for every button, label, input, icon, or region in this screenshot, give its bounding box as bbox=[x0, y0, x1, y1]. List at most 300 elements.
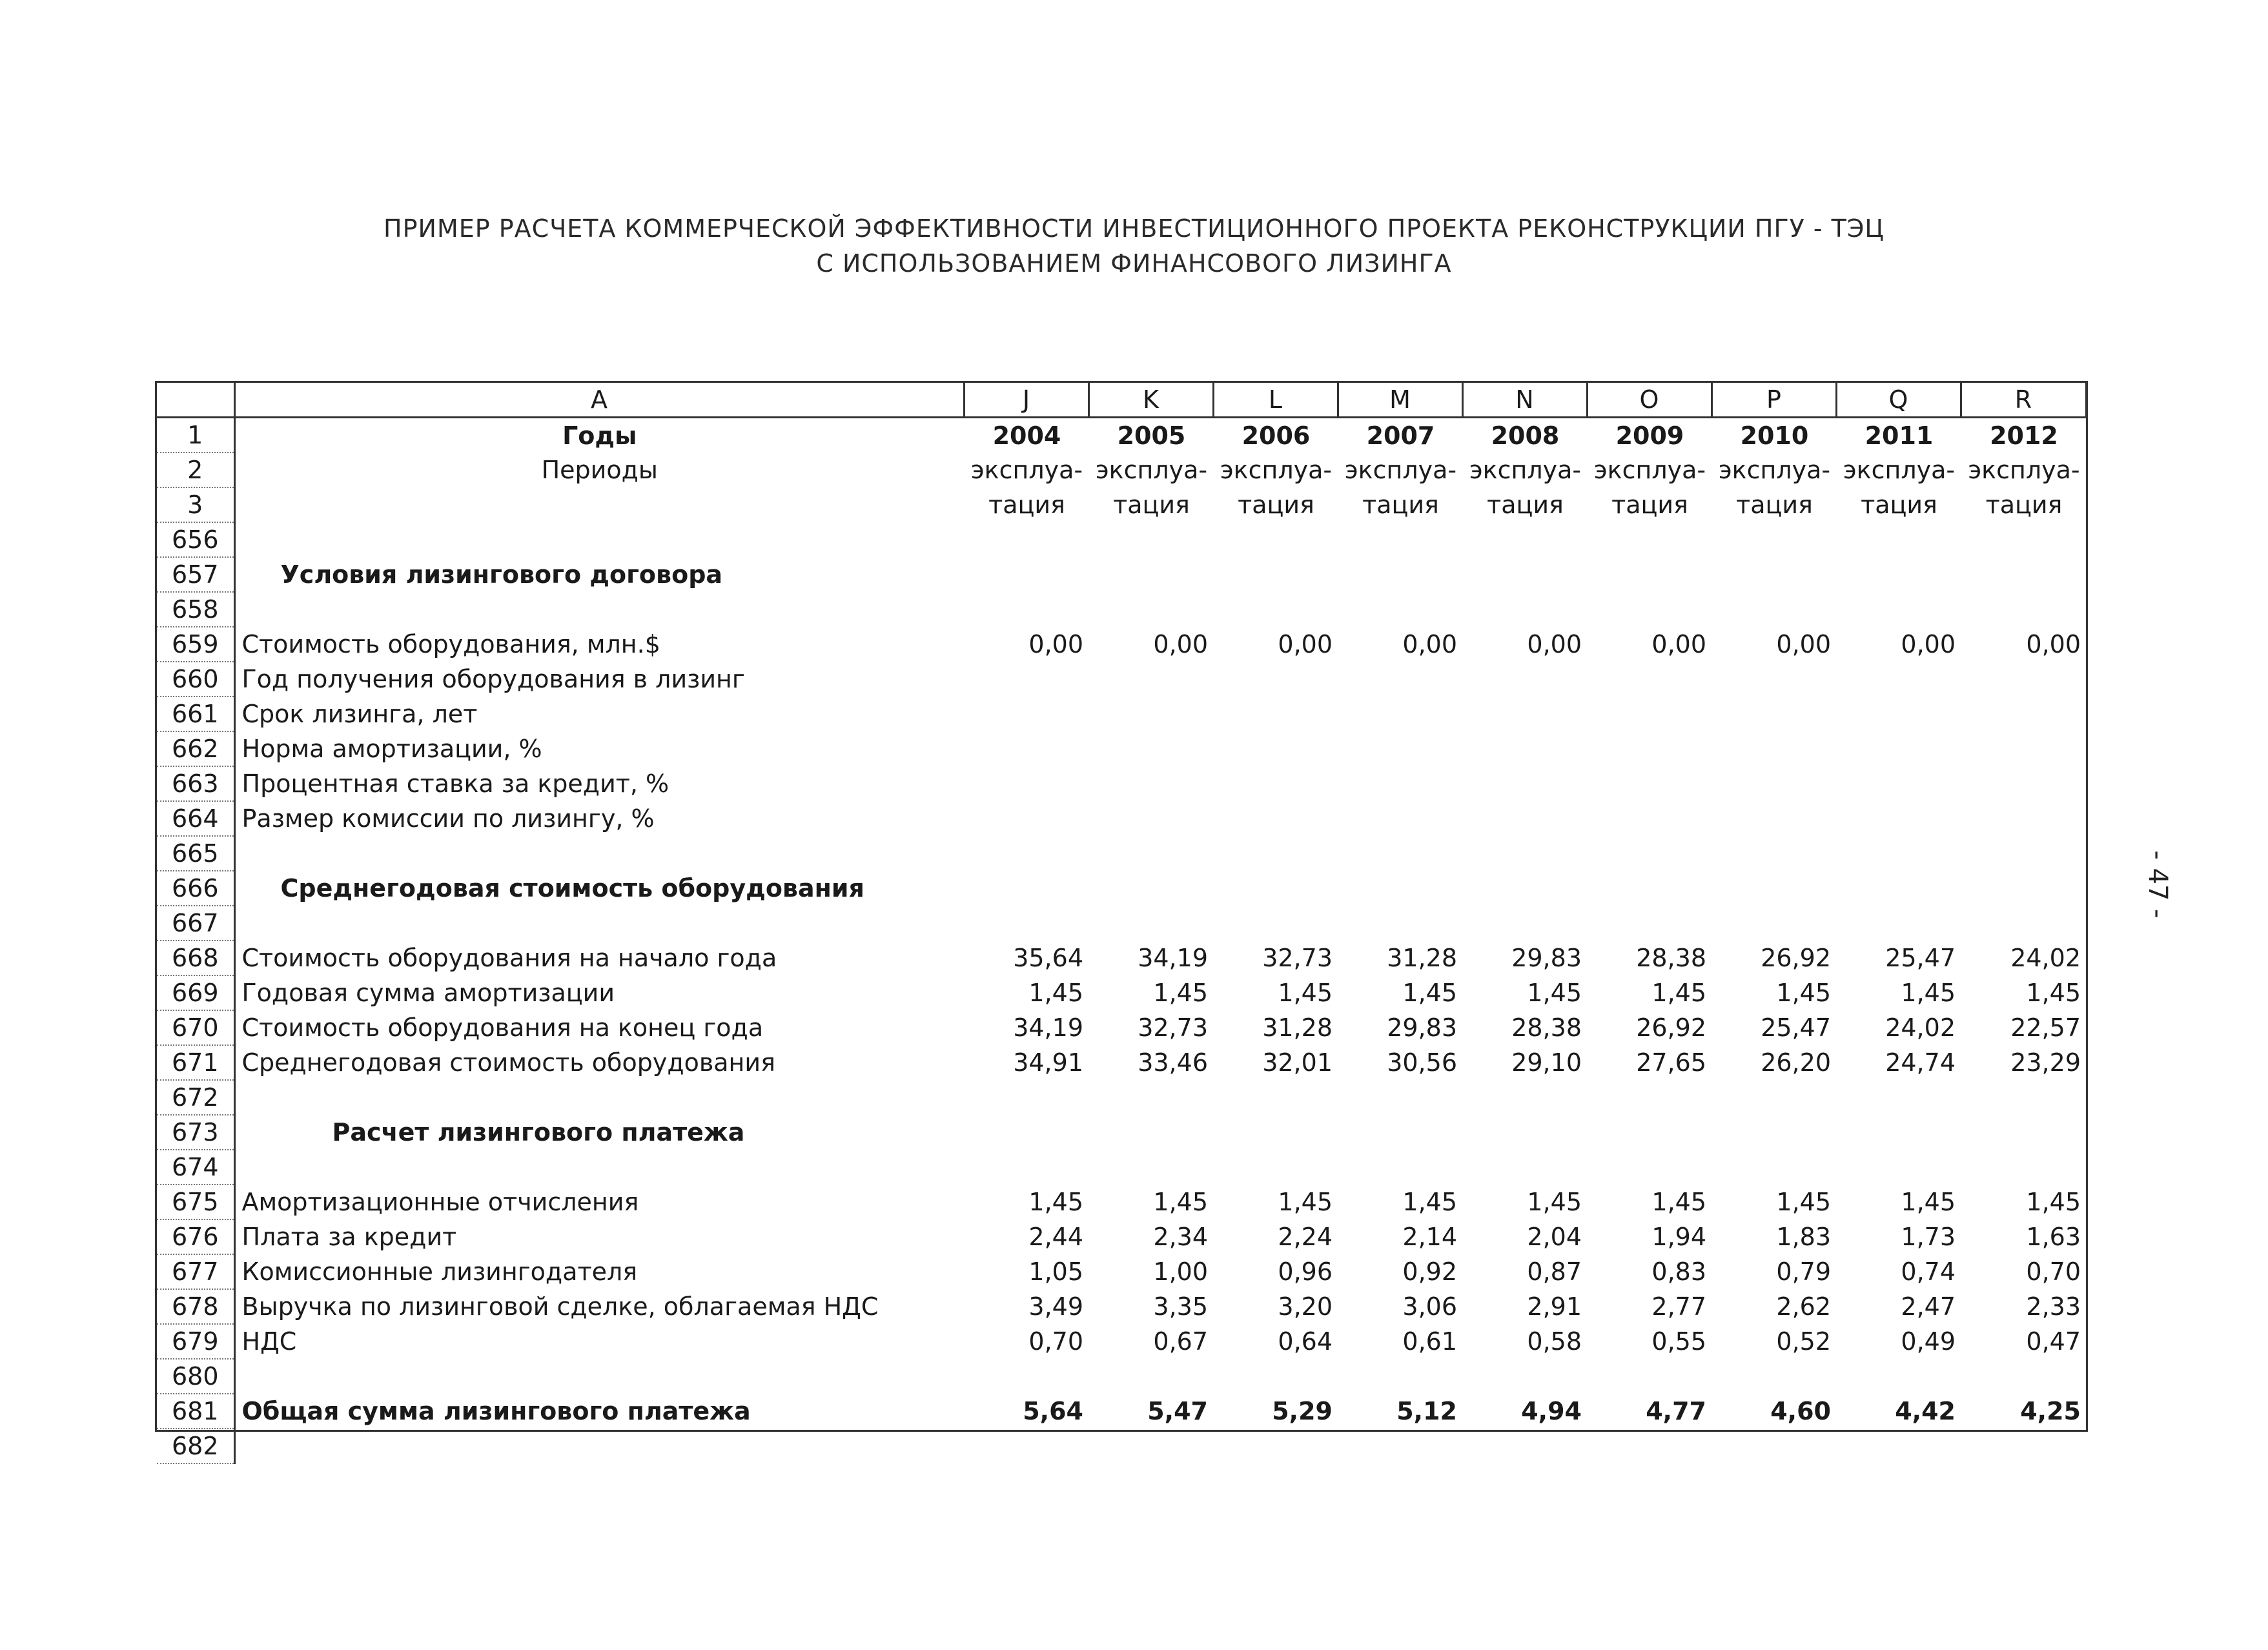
value-cell bbox=[1088, 871, 1213, 906]
value-cell bbox=[1088, 557, 1213, 592]
value-cell: 0,55 bbox=[1651, 1327, 1706, 1356]
value-cell: 0,70 bbox=[2026, 1258, 2081, 1286]
value-cell bbox=[1711, 557, 1836, 592]
value-cell: 24,02 bbox=[1885, 1013, 1956, 1042]
value-cell: 0,74 bbox=[1901, 1258, 1956, 1286]
value-cell bbox=[1338, 836, 1462, 871]
year-cell: 2008 bbox=[1491, 421, 1560, 450]
value-cell: 34,19 bbox=[1013, 1013, 1083, 1042]
period-cell: эксплуа- bbox=[1968, 456, 2080, 484]
value-cell: 32,73 bbox=[1262, 944, 1333, 972]
table-row bbox=[157, 906, 2086, 941]
value-cell: 0,00 bbox=[1901, 630, 1956, 658]
row-number[interactable]: 665 bbox=[157, 836, 234, 871]
value-cell bbox=[964, 906, 1088, 941]
value-cell bbox=[1338, 731, 1462, 766]
value-cell: 3,20 bbox=[1278, 1292, 1333, 1321]
table-row bbox=[157, 766, 2086, 801]
value-cell bbox=[964, 801, 1088, 836]
value-cell: 1,45 bbox=[1278, 1188, 1333, 1216]
column-header-l[interactable]: L bbox=[1213, 383, 1338, 418]
value-cell bbox=[1836, 906, 1961, 941]
value-cell bbox=[1587, 801, 1711, 836]
value-cell bbox=[1213, 1115, 1338, 1150]
row-label bbox=[234, 592, 964, 627]
value-cell bbox=[1462, 731, 1587, 766]
value-cell: 4,77 bbox=[1646, 1397, 1706, 1425]
row-number[interactable]: 660 bbox=[157, 662, 234, 697]
value-cell: 1,45 bbox=[1402, 979, 1457, 1007]
row-number[interactable]: 678 bbox=[157, 1289, 234, 1324]
value-cell bbox=[1462, 1080, 1587, 1115]
value-cell: 24,74 bbox=[1885, 1048, 1956, 1077]
value-cell bbox=[1338, 1359, 1462, 1394]
row-label: Норма амортизации, % bbox=[241, 735, 542, 763]
value-cell bbox=[1088, 592, 1213, 627]
value-cell bbox=[1961, 801, 2086, 836]
value-cell: 1,45 bbox=[1651, 979, 1706, 1007]
value-cell: 0,00 bbox=[2026, 630, 2081, 658]
value-cell bbox=[1961, 766, 2086, 801]
value-cell bbox=[1711, 1359, 1836, 1394]
value-cell bbox=[1587, 766, 1711, 801]
column-header-row bbox=[157, 383, 2086, 418]
value-cell bbox=[1711, 1150, 1836, 1185]
value-cell: 2,33 bbox=[2026, 1292, 2081, 1321]
value-cell: 32,01 bbox=[1262, 1048, 1333, 1077]
value-cell bbox=[1462, 522, 1587, 557]
value-cell: 2,34 bbox=[1153, 1223, 1208, 1251]
value-cell: 1,45 bbox=[2026, 1188, 2081, 1216]
value-cell bbox=[1836, 836, 1961, 871]
spreadsheet bbox=[155, 381, 2088, 1460]
table-row bbox=[157, 836, 2086, 871]
value-cell bbox=[1961, 1115, 2086, 1150]
value-cell: 0,52 bbox=[1776, 1327, 1831, 1356]
year-cell: 2006 bbox=[1241, 421, 1311, 450]
value-cell: 2,14 bbox=[1402, 1223, 1457, 1251]
value-cell: 3,49 bbox=[1028, 1292, 1083, 1321]
row-number[interactable]: 682 bbox=[157, 1429, 234, 1463]
period-cell: тация bbox=[1238, 491, 1314, 519]
value-cell bbox=[1836, 522, 1961, 557]
value-cell bbox=[964, 836, 1088, 871]
value-cell bbox=[1462, 906, 1587, 941]
row-number[interactable]: 673 bbox=[157, 1115, 234, 1150]
row-number[interactable]: 3 bbox=[157, 487, 234, 522]
table-row bbox=[157, 1254, 2086, 1289]
value-cell bbox=[1462, 1115, 1587, 1150]
value-cell: 0,00 bbox=[1153, 630, 1208, 658]
year-cell: 2007 bbox=[1366, 421, 1435, 450]
value-cell: 0,00 bbox=[1028, 630, 1083, 658]
value-cell bbox=[1587, 906, 1711, 941]
value-cell bbox=[1338, 871, 1462, 906]
value-cell: 1,45 bbox=[1278, 979, 1333, 1007]
value-cell bbox=[1836, 801, 1961, 836]
value-cell bbox=[1088, 1359, 1213, 1394]
value-cell: 1,45 bbox=[1153, 979, 1208, 1007]
value-cell: 4,94 bbox=[1521, 1397, 1582, 1425]
table-row bbox=[157, 1115, 2086, 1150]
value-cell bbox=[1587, 836, 1711, 871]
row-label: Стоимость оборудования на начало года bbox=[241, 944, 777, 972]
row-label: Общая сумма лизингового платежа bbox=[241, 1397, 751, 1425]
row-label bbox=[234, 522, 964, 557]
value-cell: 0,70 bbox=[1028, 1327, 1083, 1356]
value-cell: 0,00 bbox=[1651, 630, 1706, 658]
value-cell bbox=[1088, 522, 1213, 557]
value-cell bbox=[1711, 1115, 1836, 1150]
period-cell: тация bbox=[1861, 491, 1937, 519]
period-cell: эксплуа- bbox=[1344, 456, 1457, 484]
value-cell: 28,38 bbox=[1636, 944, 1706, 972]
value-cell bbox=[1961, 731, 2086, 766]
value-cell bbox=[1587, 1150, 1711, 1185]
value-cell: 0,49 bbox=[1901, 1327, 1956, 1356]
value-cell: 26,92 bbox=[1636, 1013, 1706, 1042]
table-row bbox=[157, 522, 2086, 557]
value-cell: 3,06 bbox=[1402, 1292, 1457, 1321]
value-cell bbox=[1338, 557, 1462, 592]
value-cell bbox=[1213, 1150, 1338, 1185]
value-cell bbox=[1961, 592, 2086, 627]
value-cell: 34,91 bbox=[1013, 1048, 1083, 1077]
value-cell bbox=[1961, 662, 2086, 697]
value-cell: 1,45 bbox=[1651, 1188, 1706, 1216]
value-cell: 2,24 bbox=[1278, 1223, 1333, 1251]
row-number[interactable]: 670 bbox=[157, 1010, 234, 1045]
value-cell bbox=[1961, 1429, 2086, 1463]
row-number[interactable]: 676 bbox=[157, 1219, 234, 1254]
value-cell: 2,77 bbox=[1651, 1292, 1706, 1321]
value-cell bbox=[1836, 766, 1961, 801]
row-label: Год получения оборудования в лизинг bbox=[241, 665, 745, 693]
value-cell: 1,45 bbox=[1402, 1188, 1457, 1216]
row-label: НДС bbox=[241, 1327, 297, 1356]
column-header-m[interactable]: M bbox=[1338, 383, 1462, 418]
column-header-k[interactable]: K bbox=[1088, 383, 1213, 418]
value-cell bbox=[1836, 1150, 1961, 1185]
value-cell bbox=[1213, 766, 1338, 801]
value-cell bbox=[1961, 557, 2086, 592]
value-cell bbox=[1462, 1359, 1587, 1394]
value-cell bbox=[1338, 1150, 1462, 1185]
column-header-p[interactable]: P bbox=[1711, 383, 1836, 418]
row-number[interactable]: 658 bbox=[157, 592, 234, 627]
value-cell bbox=[1587, 592, 1711, 627]
value-cell bbox=[1587, 871, 1711, 906]
period-cell: тация bbox=[988, 491, 1065, 519]
value-cell bbox=[964, 1115, 1088, 1150]
value-cell bbox=[1213, 801, 1338, 836]
value-cell bbox=[1587, 1429, 1711, 1463]
value-cell bbox=[964, 871, 1088, 906]
value-cell bbox=[1462, 1429, 1587, 1463]
value-cell bbox=[1961, 1359, 2086, 1394]
value-cell bbox=[1088, 906, 1213, 941]
row-number[interactable]: 666 bbox=[157, 871, 234, 906]
value-cell bbox=[1213, 836, 1338, 871]
value-cell: 0,67 bbox=[1153, 1327, 1208, 1356]
row-number[interactable]: 661 bbox=[157, 697, 234, 731]
value-cell bbox=[1961, 522, 2086, 557]
table-row bbox=[157, 1324, 2086, 1359]
value-cell: 26,20 bbox=[1761, 1048, 1831, 1077]
value-cell bbox=[1213, 871, 1338, 906]
row-label bbox=[234, 487, 964, 522]
value-cell: 2,47 bbox=[1901, 1292, 1956, 1321]
value-cell bbox=[1213, 662, 1338, 697]
value-cell bbox=[1462, 1150, 1587, 1185]
row-number[interactable]: 674 bbox=[157, 1150, 234, 1185]
value-cell: 1,45 bbox=[1776, 979, 1831, 1007]
row-label: Комиссионные лизингодателя bbox=[241, 1258, 638, 1286]
row-number[interactable]: 681 bbox=[157, 1394, 234, 1429]
value-cell bbox=[1088, 801, 1213, 836]
value-cell: 31,28 bbox=[1387, 944, 1457, 972]
row-number[interactable]: 2 bbox=[157, 453, 234, 487]
value-cell bbox=[1462, 871, 1587, 906]
row-number[interactable]: 659 bbox=[157, 627, 234, 662]
row-number[interactable]: 1 bbox=[157, 418, 234, 453]
table-row bbox=[157, 1150, 2086, 1185]
row-label: Выручка по лизинговой сделке, облагаемая НДС bbox=[241, 1292, 879, 1321]
value-cell bbox=[964, 1359, 1088, 1394]
year-cell: 2005 bbox=[1117, 421, 1186, 450]
value-cell bbox=[964, 522, 1088, 557]
value-cell bbox=[1711, 836, 1836, 871]
value-cell: 1,73 bbox=[1901, 1223, 1956, 1251]
table-row bbox=[157, 801, 2086, 836]
value-cell bbox=[1587, 662, 1711, 697]
row-number[interactable]: 671 bbox=[157, 1045, 234, 1080]
period-cell: эксплуа- bbox=[1469, 456, 1582, 484]
value-cell bbox=[1088, 836, 1213, 871]
value-cell bbox=[1836, 662, 1961, 697]
value-cell: 1,94 bbox=[1651, 1223, 1706, 1251]
value-cell: 25,47 bbox=[1761, 1013, 1831, 1042]
value-cell: 1,45 bbox=[1028, 1188, 1083, 1216]
value-cell: 35,64 bbox=[1013, 944, 1083, 972]
value-cell bbox=[1213, 592, 1338, 627]
row-number[interactable]: 656 bbox=[157, 522, 234, 557]
row-number[interactable]: 663 bbox=[157, 766, 234, 801]
value-cell bbox=[1213, 1359, 1338, 1394]
value-cell: 0,87 bbox=[1527, 1258, 1582, 1286]
value-cell: 2,91 bbox=[1527, 1292, 1582, 1321]
value-cell bbox=[1088, 1150, 1213, 1185]
row-label: Размер комиссии по лизингу, % bbox=[241, 804, 655, 833]
value-cell bbox=[1961, 697, 2086, 731]
value-cell bbox=[1711, 871, 1836, 906]
column-header-n[interactable]: N bbox=[1462, 383, 1587, 418]
table-row bbox=[157, 697, 2086, 731]
value-cell bbox=[1338, 592, 1462, 627]
value-cell bbox=[1462, 697, 1587, 731]
row-label: Амортизационные отчисления bbox=[241, 1188, 639, 1216]
value-cell bbox=[1088, 697, 1213, 731]
value-cell bbox=[1338, 522, 1462, 557]
value-cell: 34,19 bbox=[1138, 944, 1208, 972]
value-cell bbox=[1338, 1429, 1462, 1463]
row-number[interactable]: 679 bbox=[157, 1324, 234, 1359]
row-label bbox=[234, 906, 964, 941]
column-header-j[interactable]: J bbox=[964, 383, 1088, 418]
table-row bbox=[157, 453, 2086, 487]
value-cell bbox=[964, 1429, 1088, 1463]
value-cell: 24,02 bbox=[2010, 944, 2081, 972]
row-number[interactable]: 664 bbox=[157, 801, 234, 836]
leasing-table bbox=[157, 383, 2087, 1464]
value-cell: 29,83 bbox=[1511, 944, 1582, 972]
value-cell bbox=[1961, 836, 2086, 871]
table-row bbox=[157, 627, 2086, 662]
row-number[interactable]: 668 bbox=[157, 941, 234, 975]
row-number[interactable]: 672 bbox=[157, 1080, 234, 1115]
value-cell bbox=[1088, 1429, 1213, 1463]
row-label bbox=[234, 1150, 964, 1185]
value-cell bbox=[1462, 766, 1587, 801]
value-cell: 0,96 bbox=[1278, 1258, 1333, 1286]
value-cell bbox=[1711, 731, 1836, 766]
period-cell: эксплуа- bbox=[1095, 456, 1208, 484]
value-cell bbox=[1587, 1359, 1711, 1394]
value-cell: 29,83 bbox=[1387, 1013, 1457, 1042]
row-label bbox=[234, 1359, 964, 1394]
value-cell: 0,92 bbox=[1402, 1258, 1457, 1286]
value-cell bbox=[1462, 557, 1587, 592]
value-cell: 2,04 bbox=[1527, 1223, 1582, 1251]
row-label: Среднегодовая стоимость оборудования bbox=[241, 1048, 775, 1077]
value-cell bbox=[1338, 906, 1462, 941]
period-cell: эксплуа- bbox=[970, 456, 1083, 484]
value-cell bbox=[1462, 836, 1587, 871]
table-row bbox=[157, 1185, 2086, 1219]
value-cell bbox=[1961, 1150, 2086, 1185]
value-cell bbox=[1961, 906, 2086, 941]
value-cell: 5,12 bbox=[1396, 1397, 1457, 1425]
row-label: Периоды bbox=[541, 456, 658, 484]
corner-cell bbox=[157, 383, 234, 418]
section-heading: Среднегодовая стоимость оборудования bbox=[280, 874, 864, 902]
table-row bbox=[157, 975, 2086, 1010]
table-row bbox=[157, 557, 2086, 592]
value-cell bbox=[1711, 766, 1836, 801]
period-cell: тация bbox=[1362, 491, 1439, 519]
row-number[interactable]: 662 bbox=[157, 731, 234, 766]
value-cell: 0,64 bbox=[1278, 1327, 1333, 1356]
value-cell: 0,47 bbox=[2026, 1327, 2081, 1356]
value-cell bbox=[1462, 592, 1587, 627]
value-cell bbox=[1088, 662, 1213, 697]
value-cell: 28,38 bbox=[1511, 1013, 1582, 1042]
table-row bbox=[157, 592, 2086, 627]
value-cell bbox=[1338, 766, 1462, 801]
value-cell bbox=[964, 731, 1088, 766]
period-cell: тация bbox=[1736, 491, 1813, 519]
table-row bbox=[157, 1429, 2086, 1463]
value-cell: 2,62 bbox=[1776, 1292, 1831, 1321]
value-cell bbox=[1587, 522, 1711, 557]
table-row bbox=[157, 1359, 2086, 1394]
row-number[interactable]: 657 bbox=[157, 557, 234, 592]
row-label: Годы bbox=[562, 421, 637, 450]
value-cell bbox=[1213, 697, 1338, 731]
value-cell bbox=[1213, 1080, 1338, 1115]
year-cell: 2010 bbox=[1740, 421, 1809, 450]
row-number[interactable]: 669 bbox=[157, 975, 234, 1010]
value-cell: 1,63 bbox=[2026, 1223, 2081, 1251]
value-cell bbox=[1462, 662, 1587, 697]
value-cell: 4,42 bbox=[1895, 1397, 1956, 1425]
value-cell: 0,79 bbox=[1776, 1258, 1831, 1286]
value-cell: 32,73 bbox=[1138, 1013, 1208, 1042]
row-label bbox=[234, 1429, 964, 1463]
value-cell bbox=[1587, 731, 1711, 766]
row-number[interactable]: 680 bbox=[157, 1359, 234, 1394]
row-label: Плата за кредит bbox=[241, 1223, 457, 1251]
period-cell: эксплуа- bbox=[1593, 456, 1706, 484]
value-cell: 22,57 bbox=[2010, 1013, 2081, 1042]
year-cell: 2004 bbox=[992, 421, 1061, 450]
value-cell: 1,45 bbox=[1028, 979, 1083, 1007]
table-row bbox=[157, 1010, 2086, 1045]
value-cell: 5,47 bbox=[1147, 1397, 1208, 1425]
value-cell bbox=[1836, 1429, 1961, 1463]
table-row bbox=[157, 1045, 2086, 1080]
page-title-line-2: С ИСПОЛЬЗОВАНИЕМ ФИНАНСОВОГО ЛИЗИНГА bbox=[816, 249, 1452, 278]
value-cell: 0,61 bbox=[1402, 1327, 1457, 1356]
value-cell bbox=[1338, 697, 1462, 731]
table-row bbox=[157, 941, 2086, 975]
value-cell bbox=[1587, 697, 1711, 731]
table-row bbox=[157, 487, 2086, 522]
table-row bbox=[157, 1219, 2086, 1254]
year-cell: 2009 bbox=[1615, 421, 1684, 450]
value-cell: 4,60 bbox=[1770, 1397, 1831, 1425]
period-cell: эксплуа- bbox=[1220, 456, 1333, 484]
value-cell bbox=[964, 592, 1088, 627]
page-title-line-1: ПРИМЕР РАСЧЕТА КОММЕРЧЕСКОЙ ЭФФЕКТИВНОСТИ ИНВЕСТИЦИОННОГО ПРОЕКТА РЕКОНСТРУКЦИИ ПГУ - ТЭЦ bbox=[383, 214, 1885, 243]
row-number[interactable]: 667 bbox=[157, 906, 234, 941]
value-cell bbox=[1836, 1115, 1961, 1150]
row-number[interactable]: 675 bbox=[157, 1185, 234, 1219]
row-number[interactable]: 677 bbox=[157, 1254, 234, 1289]
value-cell bbox=[1213, 1429, 1338, 1463]
value-cell bbox=[1213, 522, 1338, 557]
column-header-r[interactable]: R bbox=[1961, 383, 2086, 418]
value-cell bbox=[1338, 801, 1462, 836]
column-header-q[interactable]: Q bbox=[1836, 383, 1961, 418]
value-cell bbox=[1088, 1080, 1213, 1115]
value-cell: 0,83 bbox=[1651, 1258, 1706, 1286]
value-cell bbox=[1711, 592, 1836, 627]
value-cell: 26,92 bbox=[1761, 944, 1831, 972]
column-header-o[interactable]: O bbox=[1587, 383, 1711, 418]
value-cell bbox=[1088, 766, 1213, 801]
value-cell bbox=[1961, 871, 2086, 906]
value-cell: 23,29 bbox=[2010, 1048, 2081, 1077]
value-cell: 1,45 bbox=[2026, 979, 2081, 1007]
year-cell: 2011 bbox=[1864, 421, 1934, 450]
value-cell: 33,46 bbox=[1138, 1048, 1208, 1077]
value-cell bbox=[1711, 662, 1836, 697]
value-cell: 27,65 bbox=[1636, 1048, 1706, 1077]
value-cell bbox=[1088, 731, 1213, 766]
column-header-a[interactable]: A bbox=[234, 383, 964, 418]
value-cell: 0,00 bbox=[1278, 630, 1333, 658]
